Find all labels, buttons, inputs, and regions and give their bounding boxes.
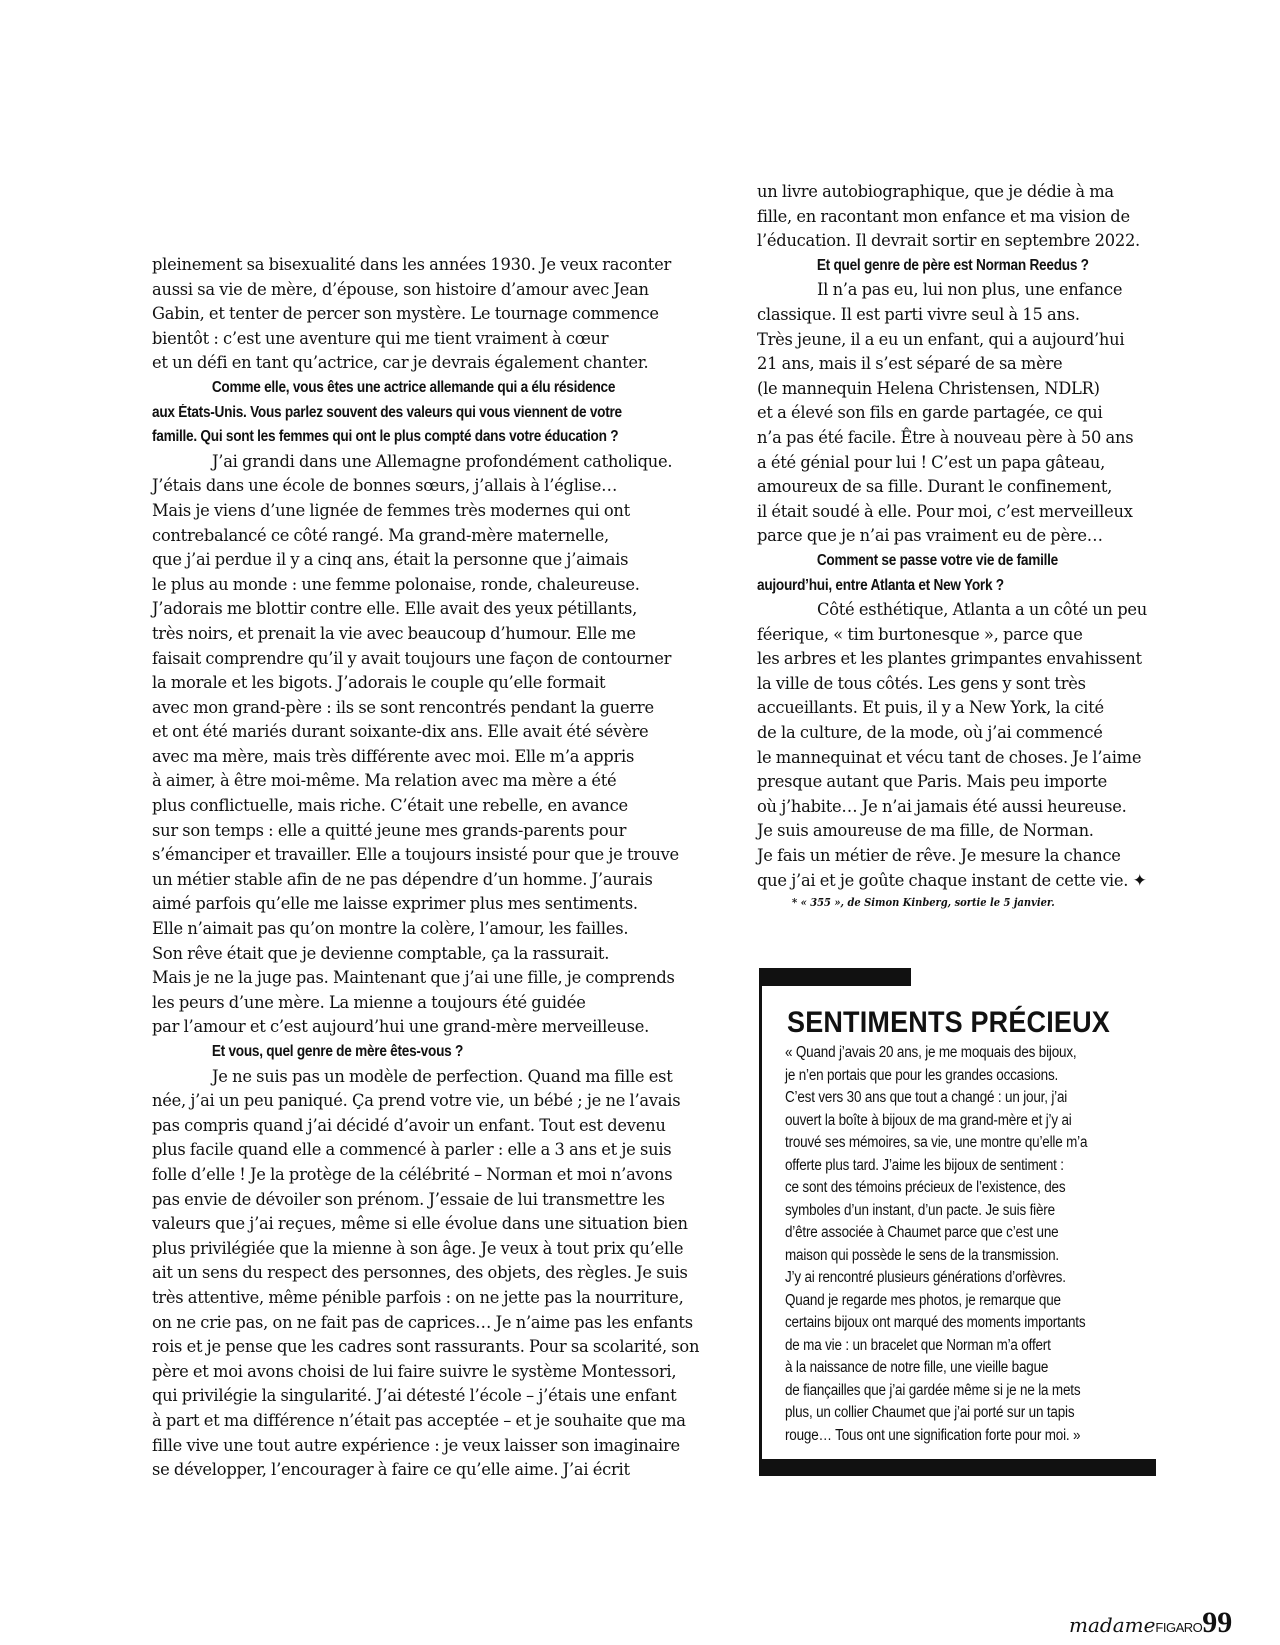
- sidebar-line: J’y ai rencontré plusieurs générations d’orfèvres.: [785, 1269, 1066, 1286]
- body-line: Mais je viens d’une lignée de femmes très modernes qui ont: [152, 500, 630, 520]
- body-line: s’émanciper et travailler. Elle a toujours insisté pour que je trouve: [152, 845, 679, 865]
- body-line: classique. Il est parti vivre seul à 15 ans.: [757, 304, 1080, 324]
- body-line: avec mon grand-père : ils se sont rencontrés pendant la guerre: [152, 697, 654, 717]
- sidebar-line: certains bijoux ont marqué des moments importants: [785, 1314, 1086, 1331]
- sidebar-line: Quand je regarde mes photos, je remarque que: [785, 1291, 1061, 1309]
- body-line: Elle n’aimait pas qu’on montre la colère, l’amour, les failles.: [152, 919, 629, 939]
- body-line: (le mannequin Helena Christensen, NDLR): [757, 378, 1100, 398]
- body-line: 21 ans, mais il s’est séparé de sa mère: [757, 354, 1063, 374]
- body-line: Côté esthétique, Atlanta a un côté un peu: [817, 600, 1147, 620]
- end-mark-icon: ✦: [1132, 870, 1147, 891]
- sidebar-bottom-bar: [759, 1459, 1156, 1476]
- body-line: fille vive une tout autre expérience : je veux laisser son imaginaire: [152, 1435, 680, 1455]
- body-line: faisait comprendre qu’il y avait toujours une façon de contourner: [152, 648, 672, 668]
- body-line: Très jeune, il a eu un enfant, qui a aujourd’hui: [757, 329, 1125, 349]
- body-line: n’a pas été facile. Être à nouveau père à 50 ans: [757, 427, 1134, 447]
- sidebar-line: à la naissance de notre fille, une vieille bague: [785, 1359, 1049, 1376]
- sidebar-line: C’est vers 30 ans que tout a changé : un jour, j’ai: [785, 1089, 1068, 1106]
- body-line: J’ai grandi dans une Allemagne profondément catholique.: [212, 451, 673, 471]
- body-line: parce que je n’ai pas vraiment eu de père…: [757, 526, 1103, 546]
- body-line: à part et ma différence n’était pas acceptée – et je souhaite que ma: [152, 1410, 686, 1430]
- body-line: J’étais dans une école de bonnes sœurs, j’allais à l’église…: [152, 476, 618, 496]
- body-line: aussi sa vie de mère, d’épouse, son histoire d’amour avec Jean: [152, 279, 649, 299]
- sidebar-line: de ma vie : un bracelet que Norman m’a offert: [785, 1336, 1051, 1354]
- body-line: pleinement sa bisexualité dans les années 1930. Je veux raconter: [152, 255, 672, 274]
- body-line: Je ne suis pas un modèle de perfection. Quand ma fille est: [212, 1066, 673, 1086]
- body-line: Mais je ne la juge pas. Maintenant que j’ai une fille, je comprends: [152, 968, 675, 988]
- question-line: Et quel genre de père est Norman Reedus ?: [816, 256, 1089, 274]
- body-line: rois et je pense que les cadres sont rassurants. Pour sa scolarité, son: [152, 1337, 700, 1357]
- question-line: Comme elle, vous êtes une actrice allemande qui a élu résidence: [211, 378, 616, 396]
- body-line: un livre autobiographique, que je dédie à ma: [757, 182, 1114, 201]
- body-line: de la culture, de la mode, où j’ai commencé: [757, 723, 1103, 743]
- magazine-folio: [1069, 1606, 1232, 1640]
- footnote: * « 355 », de Simon Kinberg, sortie le 5 janvier.: [792, 896, 1055, 909]
- question-line: famille. Qui sont les femmes qui ont le plus compté dans votre éducation ?: [152, 428, 619, 446]
- body-line: Son rêve était que je devienne comptable, ça la rassurait.: [152, 943, 610, 963]
- body-line: féerique, « tim burtonesque », parce que: [757, 624, 1083, 644]
- sidebar-line: d’être associée à Chaumet parce que c’est une: [785, 1224, 1059, 1241]
- sidebar-line: rouge… Tous ont une signification forte pour moi. »: [785, 1426, 1081, 1444]
- body-line: aimé parfois qu’elle me laisse exprimer plus mes sentiments.: [152, 894, 638, 914]
- body-line: par l’amour et c’est aujourd’hui une grand-mère merveilleuse.: [152, 1017, 650, 1037]
- body-line: Gabin, et tenter de percer son mystère. Le tournage commence: [152, 304, 659, 324]
- body-line: plus privilégiée que la mienne à son âge. Je veux à tout prix qu’elle: [152, 1238, 684, 1258]
- sidebar-line: je n’en portais que pour les grandes occasions.: [785, 1066, 1059, 1084]
- sidebar-line: symboles d’un instant, d’un pacte. Je suis fière: [785, 1201, 1055, 1219]
- sidebar-line: ce sont des témoins précieux de l’existence, des: [785, 1179, 1066, 1196]
- body-line: où j’habite… Je n’ai jamais été aussi heureuse.: [757, 796, 1127, 816]
- body-line: les arbres et les plantes grimpantes envahissent: [757, 649, 1142, 669]
- body-line: que j’ai perdue il y a cinq ans, était la personne que j’aimais: [152, 550, 629, 570]
- sidebar-line: « Quand j’avais 20 ans, je me moquais des bijoux,: [785, 1044, 1077, 1061]
- body-line: Il n’a pas eu, lui non plus, une enfance: [817, 280, 1123, 300]
- body-line: née, j’ai un peu paniqué. Ça prend votre vie, un bébé ; je ne l’avais: [152, 1091, 681, 1111]
- body-line: Je suis amoureuse de ma fille, de Norman.: [757, 821, 1094, 841]
- body-line: un métier stable afin de ne pas dépendre d’un homme. J’aurais: [152, 869, 653, 889]
- sidebar-line: trouvé ses mémoires, sa vie, une montre qu’elle m’a: [785, 1134, 1088, 1151]
- body-line: accueillants. Et puis, il y a New York, la cité: [757, 698, 1104, 718]
- body-line: pas envie de dévoiler son prénom. J’essaie de lui transmettre les: [152, 1189, 665, 1209]
- body-line: et a élevé son fils en garde partagée, ce qui: [757, 403, 1103, 423]
- body-line: la ville de tous côtés. Les gens y sont très: [757, 673, 1086, 693]
- body-line: sur son temps : elle a quitté jeune mes grands-parents pour: [152, 820, 627, 840]
- body-line: contrebalancé ce côté rangé. Ma grand-mère maternelle,: [152, 525, 609, 545]
- brand-figaro: FIGARO: [1155, 1620, 1203, 1635]
- body-line: on ne crie pas, on ne fait pas de caprices… Je n’aime pas les enfants: [152, 1312, 693, 1332]
- body-line: amoureux de sa fille. Durant le confinement,: [757, 477, 1113, 497]
- body-line: père et moi avons choisi de lui faire suivre le système Montessori,: [152, 1361, 677, 1381]
- right-column: [757, 180, 1147, 893]
- body-line: J’adorais me blottir contre elle. Elle avait des yeux pétillants,: [152, 599, 638, 619]
- body-line: les peurs d’une mère. La mienne a toujours été guidée: [152, 992, 586, 1012]
- question-line: Comment se passe votre vie de famille: [816, 551, 1059, 569]
- body-line: avec ma mère, mais très différente avec moi. Elle m’a appris: [152, 746, 635, 766]
- body-line: plus facile quand elle a commencé à parler : elle a 3 ans et je suis: [152, 1140, 672, 1160]
- page-number: 99: [1202, 1606, 1233, 1639]
- body-line: la morale et les bigots. J’adorais le couple qu’elle formait: [152, 673, 606, 693]
- body-line: Je fais un métier de rêve. Je mesure la chance: [757, 846, 1121, 866]
- body-line: pas compris quand j’ai décidé d’avoir un enfant. Tout est devenu: [152, 1115, 666, 1135]
- body-line: à aimer, à être moi-même. Ma relation avec ma mère a été: [152, 771, 617, 791]
- body-line: fille, en racontant mon enfance et ma vision de: [757, 206, 1130, 226]
- question-line: Et vous, quel genre de mère êtes-vous ?: [211, 1043, 464, 1060]
- body-line: presque autant que Paris. Mais peu importe: [757, 772, 1108, 792]
- sidebar-line: maison qui possède le sens de la transmission.: [785, 1246, 1059, 1264]
- question-line: aux États-Unis. Vous parlez souvent des valeurs qui vous viennent de votre: [152, 403, 622, 421]
- sidebar-line: offerte plus tard. J’aime les bijoux de sentiment :: [785, 1156, 1064, 1174]
- sidebar-top-bar: [759, 968, 911, 986]
- body-line: se développer, l’encourager à faire ce qu’elle aime. J’ai écrit: [152, 1460, 630, 1480]
- brand-madame: madame: [1069, 1613, 1156, 1637]
- body-line: le plus au monde : une femme polonaise, ronde, chaleureuse.: [152, 574, 640, 594]
- body-line: plus conflictuelle, mais riche. C’était une rebelle, en avance: [152, 796, 628, 816]
- body-line: valeurs que j’ai reçues, même si elle évolue dans une situation bien: [152, 1214, 688, 1234]
- body-line: bientôt : c’est une aventure qui me tient vraiment à cœur: [152, 328, 609, 348]
- question-line: aujourd’hui, entre Atlanta et New York ?: [757, 576, 1004, 594]
- body-line: le mannequinat et vécu tant de choses. Je l’aime: [757, 747, 1142, 767]
- body-line: et un défi en tant qu’actrice, car je devrais également chanter.: [152, 353, 649, 373]
- body-line: très attentive, même pénible parfois : on ne jette pas la nourriture,: [152, 1287, 684, 1307]
- sidebar-line: de fiançailles que j’ai gardée même si je ne la mets: [785, 1381, 1081, 1399]
- body-line: que j’ai et je goûte chaque instant de cette vie. ✦: [757, 870, 1147, 891]
- sidebar-line: plus, un collier Chaumet que j’ai porté sur un tapis: [785, 1404, 1075, 1421]
- body-line: l’éducation. Il devrait sortir en septembre 2022.: [757, 231, 1140, 251]
- body-line: très noirs, et prenait la vie avec beaucoup d’humour. Elle me: [152, 623, 636, 643]
- body-line: qui privilégie la singularité. J’ai détesté l’école – j’étais une enfant: [152, 1386, 677, 1406]
- sidebar-body: [785, 1042, 1128, 1447]
- sidebar-line: ouvert la boîte à bijoux de ma grand-mère et j’y ai: [785, 1111, 1072, 1129]
- body-line: folle d’elle ! Je la protège de la célébrité – Norman et moi n’avons: [152, 1164, 673, 1184]
- body-line: a été génial pour lui ! C’est un papa gâteau,: [757, 452, 1106, 472]
- body-line: il était soudé à elle. Pour moi, c’est merveilleux: [757, 501, 1133, 521]
- left-column: [152, 253, 699, 1483]
- body-line: ait un sens du respect des personnes, des objets, des règles. Je suis: [152, 1263, 688, 1283]
- sidebar-title: SENTIMENTS PRÉCIEUX: [787, 1006, 1110, 1039]
- body-line: et ont été mariés durant soixante-dix ans. Elle avait été sévère: [152, 722, 649, 742]
